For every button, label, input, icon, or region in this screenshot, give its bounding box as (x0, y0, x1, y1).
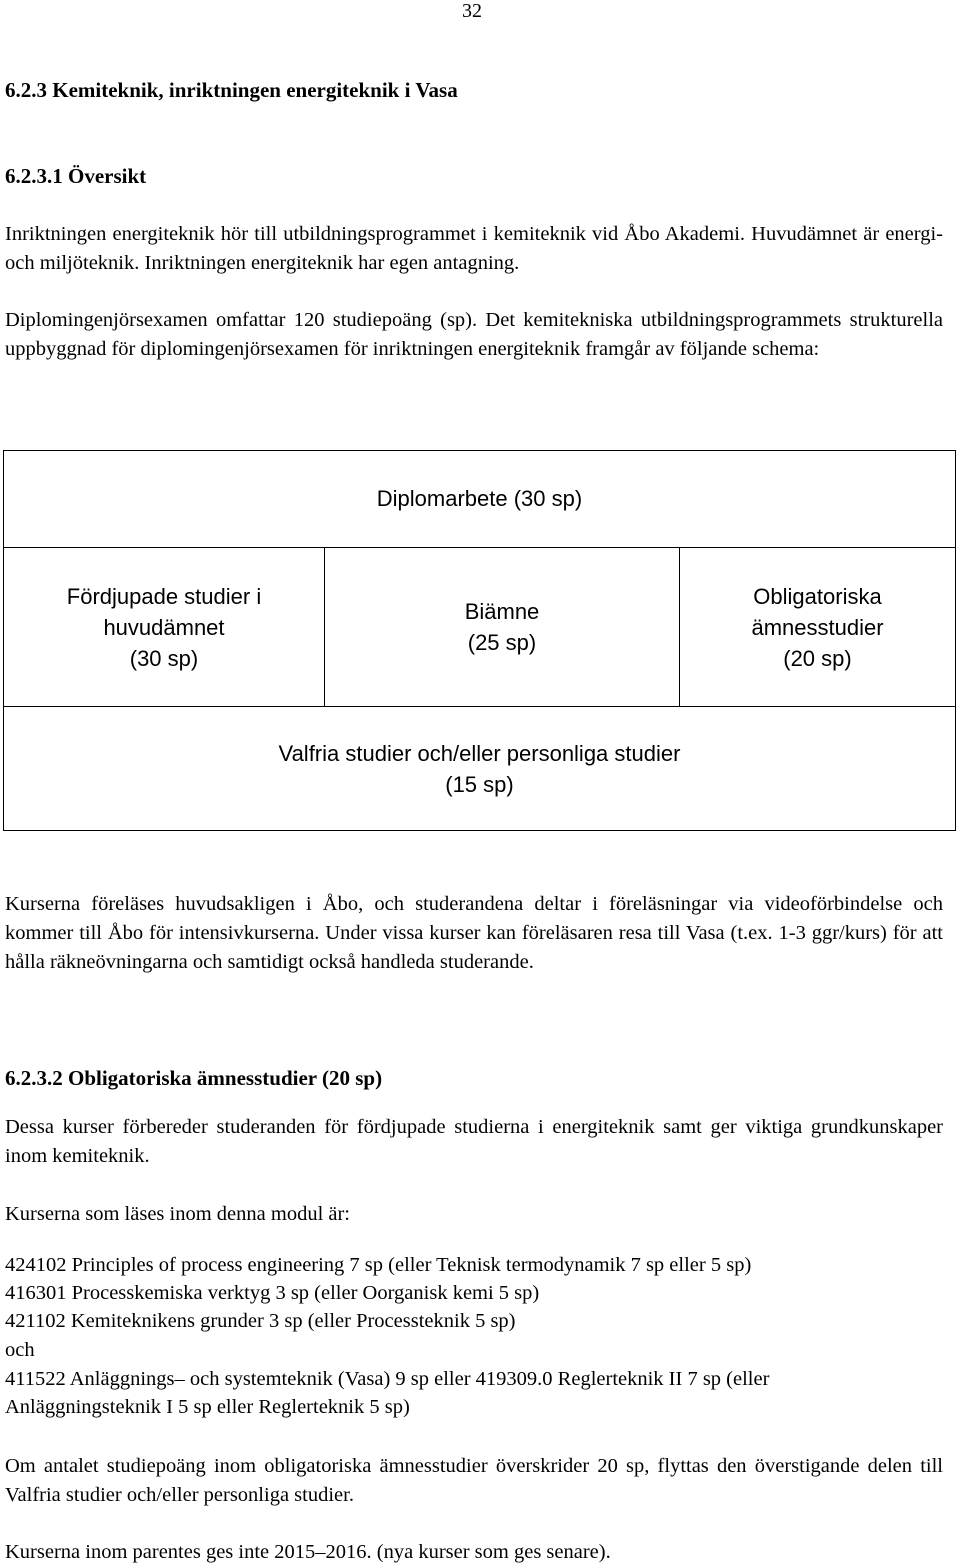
section-heading: 6.2.3 Kemiteknik, inriktningen energiteknik i Vasa (5, 78, 458, 102)
subsection-overview-heading: 6.2.3.1 Översikt (5, 164, 147, 188)
diploma-paragraph: Diplomingenjörsexamen omfattar 120 studiepoäng (sp). Det kemitekniska utbildningsprogrammets strukturella uppbyggnad för diplomingenjörsexamen för inriktningen energiteknik framgår av följande schema: (5, 309, 943, 360)
schema-thesis-label: Diplomarbete (30 sp) (376, 486, 583, 511)
course-line: 421102 Kemiteknikens grunder 3 sp (eller Processteknik 5 sp) (5, 1310, 516, 1332)
course-line: 424102 Principles of process engineering 7 sp (eller Teknisk termodynamik 7 sp eller 5 sp) (5, 1254, 752, 1276)
schema-elective-label: Valfria studier och/eller personliga studier (15 sp) (278, 740, 681, 797)
degree-structure-schema (3, 450, 956, 831)
overflow-paragraph: Om antalet studiepoäng inom obligatoriska ämnesstudier överskrider 20 sp, flyttas den överstigande delen till Valfria studier och/eller personliga studier. (5, 1455, 943, 1506)
footer-note: Kurserna inom parentes ges inte 2015–2016. (nya kurser som ges senare). (5, 1541, 611, 1563)
schema-minor-label: Biämne (25 sp) (464, 599, 540, 655)
intro-paragraph: Inriktningen energiteknik hör till utbildningsprogrammet i kemiteknik vid Åbo Akademi. Huvudämnet är energi- och miljöteknik. Inriktningen energiteknik har egen antagning. (5, 223, 943, 274)
course-line: och (5, 1339, 35, 1361)
schema-advanced-label: Fördjupade studier i huvudämnet (30 sp) (66, 583, 262, 671)
schema-compulsory-cell (680, 548, 955, 706)
courses-intro: Kurserna som läses inom denna modul är: (5, 1203, 351, 1225)
schema-middle-row (4, 548, 955, 707)
course-line: 411522 Anläggnings– och systemteknik (Vasa) 9 sp eller 419309.0 Reglerteknik II 7 sp (eller (5, 1368, 770, 1390)
schema-thesis-cell (4, 451, 955, 548)
subsection-compulsory-heading: 6.2.3.2 Obligatoriska ämnesstudier (20 sp) (5, 1066, 383, 1090)
schema-minor-cell (325, 548, 680, 706)
page-number: 32 (462, 0, 482, 22)
schema-elective-cell (4, 707, 955, 830)
course-line: Anläggningsteknik I 5 sp eller Reglerteknik 5 sp) (5, 1396, 410, 1418)
compulsory-paragraph: Dessa kurser förbereder studeranden för fördjupade studierna i energiteknik samt ger viktiga grundkunskaper inom kemiteknik. (5, 1116, 943, 1167)
lectures-paragraph: Kurserna föreläses huvudsakligen i Åbo, och studerandena deltar i föreläsningar via videoförbindelse och kommer till Åbo för intensivkurserna. Under vissa kurser kan föreläsaren resa till Vasa (t.ex. 1-3 ggr/kurs) för att hålla räkneövningarna och samtidigt också handleda studerande. (5, 893, 943, 973)
schema-compulsory-label: Obligatoriska ämnesstudier (20 sp) (751, 583, 884, 671)
course-line: 416301 Processkemiska verktyg 3 sp (eller Oorganisk kemi 5 sp) (5, 1282, 540, 1304)
schema-advanced-cell (4, 548, 325, 706)
